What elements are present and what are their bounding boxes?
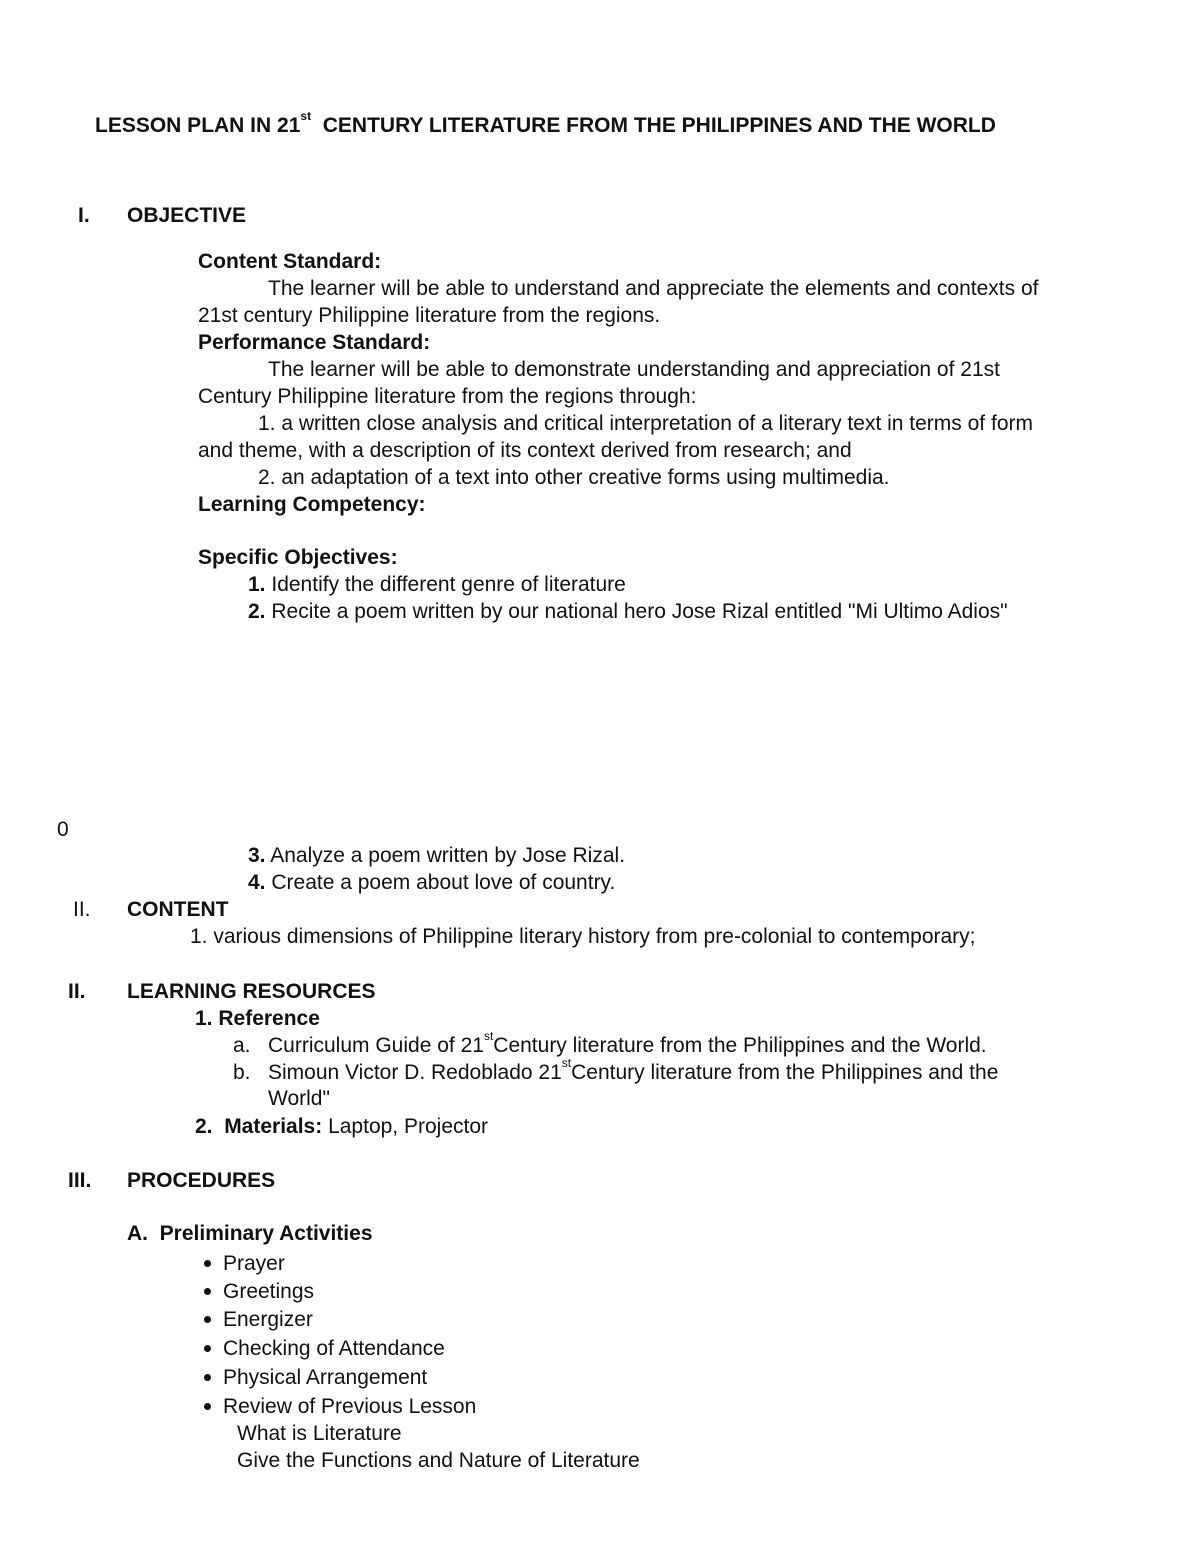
bullet-dot (204, 1260, 211, 1267)
list-item: Checking of Attendance (223, 1337, 445, 1360)
reference-a-start: Curriculum Guide of 21 (268, 1034, 484, 1057)
specific-objective-1 (248, 572, 626, 598)
list-number: 2. (248, 600, 266, 623)
list-number: 1. (248, 573, 266, 596)
content-numeral: II. (73, 898, 91, 921)
specific-objective-2 (248, 599, 1008, 625)
page-title (95, 109, 996, 139)
learning-competency-label: Learning Competency: (198, 493, 426, 516)
bullet-dot (204, 1288, 211, 1295)
list-number: 3. (248, 844, 266, 867)
list-item: Review of Previous Lesson (223, 1395, 477, 1418)
reference-a-superscript: st (483, 1029, 494, 1043)
title-superscript: st (300, 109, 312, 123)
review-sub-item: Give the Functions and Nature of Literature (237, 1449, 640, 1472)
performance-item1-line1: 1. a written close analysis and critical interpretation of a literary text in terms of form (258, 412, 1033, 435)
resources-numeral: II. (68, 980, 86, 1003)
specific-objective-4 (248, 870, 615, 896)
bullet-dot (204, 1403, 211, 1410)
objective-numeral: I. (78, 204, 90, 227)
title-end: CENTURY LITERATURE FROM THE PHILIPPINES AND THE WORLD (322, 114, 996, 137)
reference-b-end: Century literature from the Philippines and the (571, 1061, 999, 1084)
content-heading: CONTENT (127, 898, 229, 921)
performance-item2: 2. an adaptation of a text into other creative forms using multimedia. (258, 466, 890, 489)
reference-b-line2: World" (268, 1087, 330, 1110)
reference-b-letter: b. (233, 1061, 251, 1084)
content-standard-line2: 21st century Philippine literature from the regions. (198, 304, 661, 327)
objective-heading: OBJECTIVE (127, 204, 247, 227)
list-text: Recite a poem written by our national hero Jose Rizal entitled "Mi Ultimo Adios" (271, 600, 1008, 623)
reference-b (268, 1056, 999, 1086)
materials-label: Materials: (224, 1115, 323, 1138)
procedures-numeral: III. (68, 1169, 92, 1192)
performance-standard-line2: Century Philippine literature from the regions through: (198, 385, 697, 408)
list-item: Energizer (223, 1308, 313, 1331)
bullet-dot (204, 1345, 211, 1352)
content-standard-label: Content Standard: (198, 250, 382, 273)
performance-standard-label: Performance Standard: (198, 331, 431, 354)
resources-heading: LEARNING RESOURCES (127, 980, 376, 1003)
reference-number: 1. (195, 1007, 213, 1030)
bullet-dot (204, 1316, 211, 1323)
list-number: 4. (248, 871, 266, 894)
bullet-dot (204, 1374, 211, 1381)
page-break-marker: 0 (57, 818, 69, 841)
list-text: Analyze a poem written by Jose Rizal. (270, 844, 626, 867)
reference-b-superscript: st (561, 1056, 572, 1070)
review-sub-item: What is Literature (237, 1422, 402, 1445)
list-text: Identify the different genre of literature (271, 573, 626, 596)
reference-a-letter: a. (233, 1034, 251, 1057)
title-start: LESSON PLAN IN 21 (95, 114, 301, 137)
materials-number: 2. (195, 1115, 213, 1138)
section-a-letter: A. (127, 1222, 148, 1245)
list-item: Physical Arrangement (223, 1366, 428, 1389)
reference-a-end: Century literature from the Philippines and the World. (493, 1034, 987, 1057)
specific-objective-3 (248, 843, 625, 869)
reference-text: Reference (218, 1007, 320, 1030)
list-item: Greetings (223, 1280, 315, 1303)
section-a-heading (127, 1221, 373, 1247)
performance-item1-line2: and theme, with a description of its context derived from research; and (198, 439, 852, 462)
section-a-label: Preliminary Activities (159, 1222, 373, 1245)
reference-a (268, 1029, 987, 1059)
list-text: Create a poem about love of country. (271, 871, 616, 894)
procedures-heading: PROCEDURES (127, 1169, 276, 1192)
reference-label (195, 1006, 320, 1032)
content-standard-line1: The learner will be able to understand and appreciate the elements and contexts of (268, 277, 1039, 300)
list-item: Prayer (223, 1252, 285, 1275)
content-item-1: 1. various dimensions of Philippine literary history from pre-colonial to contemporary; (190, 925, 976, 948)
performance-standard-line1: The learner will be able to demonstrate understanding and appreciation of 21st (268, 358, 1000, 381)
specific-objectives-label: Specific Objectives: (198, 546, 398, 569)
materials-value: Laptop, Projector (328, 1115, 489, 1138)
reference-b-start: Simoun Victor D. Redoblado 21 (268, 1061, 562, 1084)
materials-line (195, 1114, 488, 1140)
